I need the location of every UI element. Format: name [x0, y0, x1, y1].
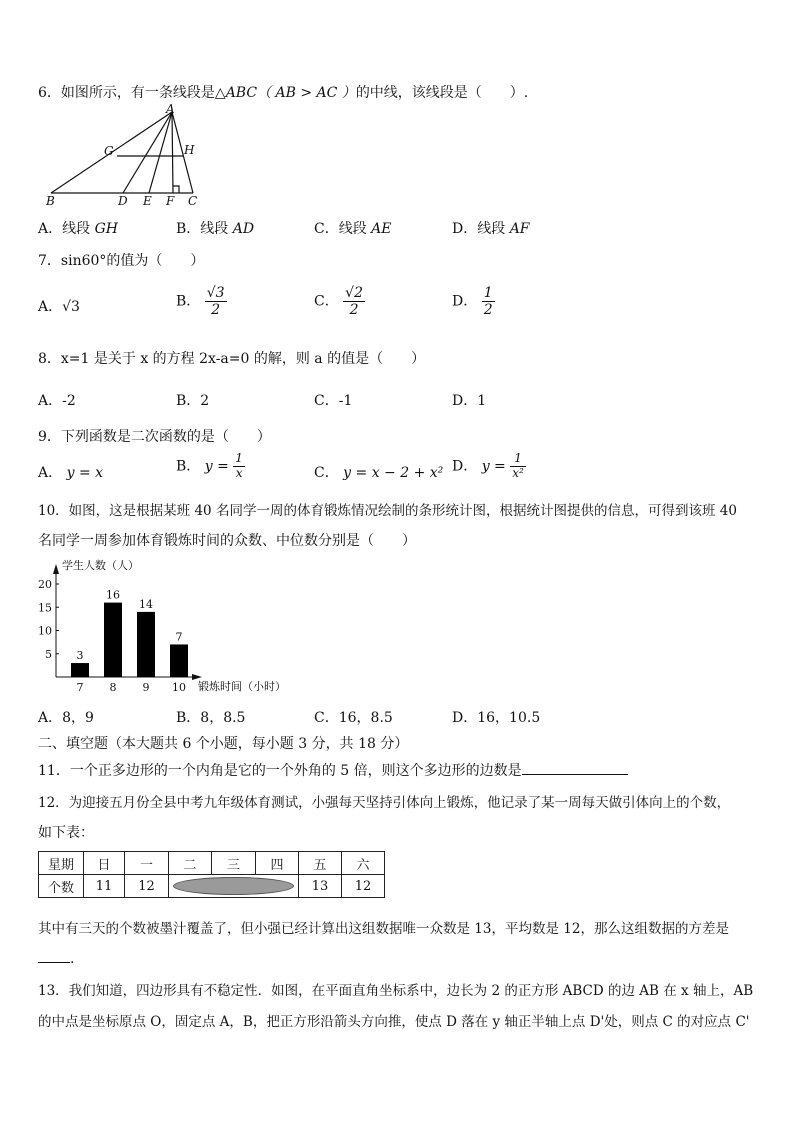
y-tick-label: 20 — [38, 578, 52, 591]
option-letter: B． — [176, 710, 201, 726]
fraction — [482, 285, 495, 318]
q10-option-d[interactable] — [452, 707, 540, 727]
option-math: y = x − 2 + x² — [343, 465, 444, 481]
x-tick-label: 7 — [76, 681, 84, 694]
label-b: B — [46, 194, 55, 208]
fraction-numerator: √2 — [345, 285, 363, 301]
table-row — [39, 852, 385, 875]
label-f: F — [166, 194, 175, 208]
fraction-denominator: 2 — [483, 302, 493, 319]
q6-stem-prefix: 6．如图所示，有一条线段是 — [38, 85, 215, 101]
table-cell: 12 — [342, 875, 385, 898]
label-g: G — [104, 144, 114, 158]
option-text: -1 — [338, 393, 353, 409]
option-letter: C． — [314, 221, 339, 237]
q6-triangle-expr: △ABC（ AB > AC ） — [214, 85, 356, 101]
fraction — [205, 285, 227, 318]
segment-ad — [123, 112, 172, 193]
option-text: 线段 — [338, 221, 372, 237]
option-letter: D． — [452, 221, 478, 237]
option-letter: A． — [38, 710, 63, 726]
bar-value-label: 3 — [76, 649, 84, 663]
bar — [104, 603, 122, 677]
segment-af — [172, 112, 173, 193]
ink-blot — [173, 877, 294, 895]
q13-stem-line2: 的中点是坐标原点 O，固定点 A，B，把正方形沿箭头方向推，使点 D 落在 y 轴正半轴上点 D'处，则点 C 的对应点 C' — [38, 1014, 750, 1030]
ink-covered-cells — [169, 875, 299, 898]
q6-stem-suffix: 的中线，该线段是（ ）. — [355, 85, 529, 101]
pullup-count-table — [38, 851, 385, 898]
bar — [170, 644, 188, 677]
option-letter: B． — [176, 458, 201, 475]
q8-option-b[interactable] — [176, 390, 209, 410]
fraction-numerator: 1 — [235, 451, 243, 465]
fraction — [510, 452, 526, 481]
q10-option-a[interactable] — [38, 707, 94, 727]
option-math: AF — [509, 221, 530, 237]
option-lhs: y = — [204, 458, 229, 475]
y-tick-label: 15 — [38, 601, 52, 615]
q8-stem: 8．x=1 是关于 x 的方程 2x-a=0 的解，则 a 的值是（ ） — [38, 351, 426, 367]
option-math: AD — [232, 221, 255, 237]
x-tick-label: 9 — [142, 681, 150, 694]
q13-stem-line1: 13．我们知道，四边形具有不稳定性．如图，在平面直角坐标系中，边长为 2 的正方形 ABCD 的边 AB 在 x 轴上，AB — [38, 983, 754, 999]
option-letter: A． — [38, 393, 63, 409]
option-letter: C． — [314, 293, 339, 310]
q8-option-c[interactable] — [314, 390, 352, 410]
table-cell: 个数 — [39, 875, 84, 898]
q9-option-c[interactable] — [314, 462, 443, 482]
q10-stem-line1: 10．如图，这是根据某班 40 名同学一周的体育锻炼情况绘制的条形统计图，根据统计图提供的信息，可得到该班 40 — [38, 503, 737, 519]
q10-option-c[interactable] — [314, 707, 393, 727]
x-axis-label: 锻炼时间（小时） — [198, 680, 286, 693]
q6-option-d[interactable] — [452, 218, 530, 238]
option-text: 8，8.5 — [200, 710, 246, 726]
bar-value-label: 14 — [139, 597, 153, 611]
q10-stem-line2: 名同学一周参加体育锻炼时间的众数、中位数分别是（ ） — [38, 533, 416, 549]
option-text: 16，8.5 — [338, 710, 393, 726]
table-cell: 一 — [125, 852, 169, 875]
q8-option-d[interactable] — [452, 390, 486, 410]
table-cell: 日 — [84, 852, 125, 875]
bar-value-label: 16 — [106, 588, 120, 602]
bar — [71, 663, 89, 677]
option-letter: C． — [314, 710, 339, 726]
q6-option-c[interactable] — [314, 218, 392, 238]
q6-option-a[interactable] — [38, 218, 118, 238]
fraction-denominator: x² — [512, 465, 524, 480]
option-math: y = x — [66, 465, 104, 481]
table-cell: 三 — [212, 852, 256, 875]
option-letter: D． — [452, 293, 478, 310]
option-letter: C． — [314, 393, 339, 409]
q7-option-d[interactable] — [452, 285, 495, 318]
option-lhs: y = — [481, 458, 506, 475]
label-c: C — [188, 194, 198, 208]
fraction-denominator: x — [233, 466, 245, 481]
option-letter: B． — [176, 221, 201, 237]
option-text: 16，10.5 — [477, 710, 541, 726]
q12-stem-line1: 12．为迎接五月份全县中考九年级体育测试，小强每天坚持引体向上锻炼，他记录了某一周每天做引体向上的个数， — [38, 795, 731, 811]
q11-stem — [38, 760, 628, 780]
q12-suffix: . — [70, 951, 75, 967]
fraction-denominator: 2 — [205, 301, 227, 318]
option-text: 线段 — [477, 221, 510, 237]
bar-value-label: 7 — [175, 630, 183, 644]
fraction — [343, 285, 365, 318]
table-cell: 星期 — [39, 852, 84, 875]
table-cell: 11 — [84, 875, 125, 898]
q6-triangle-figure — [38, 104, 208, 210]
option-letter: B． — [176, 293, 201, 310]
option-letter: C． — [314, 465, 339, 481]
exercise-bar-chart — [36, 556, 306, 698]
table-cell: 四 — [256, 852, 299, 875]
table-cell: 五 — [299, 852, 342, 875]
q11-text: 11．一个正多边形的一个内角是它的一个外角的 5 倍，则这个多边形的边数是 — [38, 763, 522, 779]
bar — [137, 612, 155, 677]
option-letter: D． — [452, 458, 478, 475]
q9-option-a[interactable] — [38, 462, 103, 482]
y-tick-label: 10 — [38, 624, 52, 638]
label-d: D — [118, 194, 128, 208]
option-letter: A． — [38, 465, 63, 481]
q9-option-b[interactable] — [176, 452, 245, 481]
q11-answer-blank[interactable] — [522, 760, 628, 775]
x-tick-label: 10 — [172, 681, 186, 694]
fraction-numerator: 1 — [483, 285, 493, 301]
q12-answer-blank[interactable] — [38, 948, 70, 963]
x-tick-label: 8 — [109, 681, 117, 694]
option-text: 8，9 — [62, 710, 94, 726]
option-letter: D． — [452, 710, 478, 726]
q10-option-b[interactable] — [176, 707, 245, 727]
table-cell: 二 — [169, 852, 212, 875]
q7-option-a[interactable] — [38, 296, 80, 316]
q12-stem-line2: 如下表： — [38, 825, 94, 841]
option-text: 线段 — [62, 221, 95, 237]
option-text: 2 — [200, 393, 210, 409]
table-row — [39, 875, 385, 898]
option-math: √3 — [62, 299, 80, 315]
option-text: -2 — [62, 393, 76, 409]
option-letter: A． — [38, 299, 63, 315]
y-axis-label: 学生人数（人） — [62, 559, 139, 572]
option-letter: B． — [176, 393, 201, 409]
option-math: GH — [94, 221, 118, 237]
option-text: 线段 — [200, 221, 233, 237]
table-cell: 13 — [299, 875, 342, 898]
option-math: AE — [371, 221, 392, 237]
table-cell: 12 — [125, 875, 169, 898]
table-cell: 六 — [342, 852, 385, 875]
y-tick-label: 5 — [45, 647, 52, 661]
section-2-heading: 二、填空题（本大题共 6 个小题，每小题 3 分，共 18 分） — [38, 736, 409, 752]
q7-option-b[interactable] — [176, 285, 227, 318]
q12-stem-line3: 其中有三天的个数被墨汁覆盖了，但小强已经计算出这组数据唯一众数是 13，平均数是 12，那么这组数据的方差是 — [38, 921, 729, 937]
fraction-numerator: √3 — [206, 285, 225, 301]
label-e: E — [143, 194, 152, 208]
option-letter: A． — [38, 221, 63, 237]
fraction-denominator: 2 — [343, 301, 365, 318]
option-text: 1 — [477, 393, 487, 409]
q6-option-b[interactable] — [176, 218, 254, 238]
y-axis-arrow — [53, 564, 59, 574]
segment-ae — [149, 112, 172, 193]
fraction — [233, 452, 245, 481]
fraction-numerator: 1 — [514, 451, 522, 465]
q7-option-c[interactable] — [314, 285, 365, 318]
q7-stem: 7．sin60°的值为（ ） — [38, 253, 205, 269]
q9-option-d[interactable] — [452, 452, 526, 481]
q9-stem: 9．下列函数是二次函数的是（ ） — [38, 429, 271, 445]
q8-option-a[interactable] — [38, 390, 76, 410]
label-a: A — [166, 104, 175, 116]
q6-stem — [38, 82, 528, 102]
right-angle-mark — [173, 186, 179, 193]
label-h: H — [184, 143, 195, 157]
q12-stem-line4 — [38, 948, 74, 967]
option-letter: D． — [452, 393, 478, 409]
